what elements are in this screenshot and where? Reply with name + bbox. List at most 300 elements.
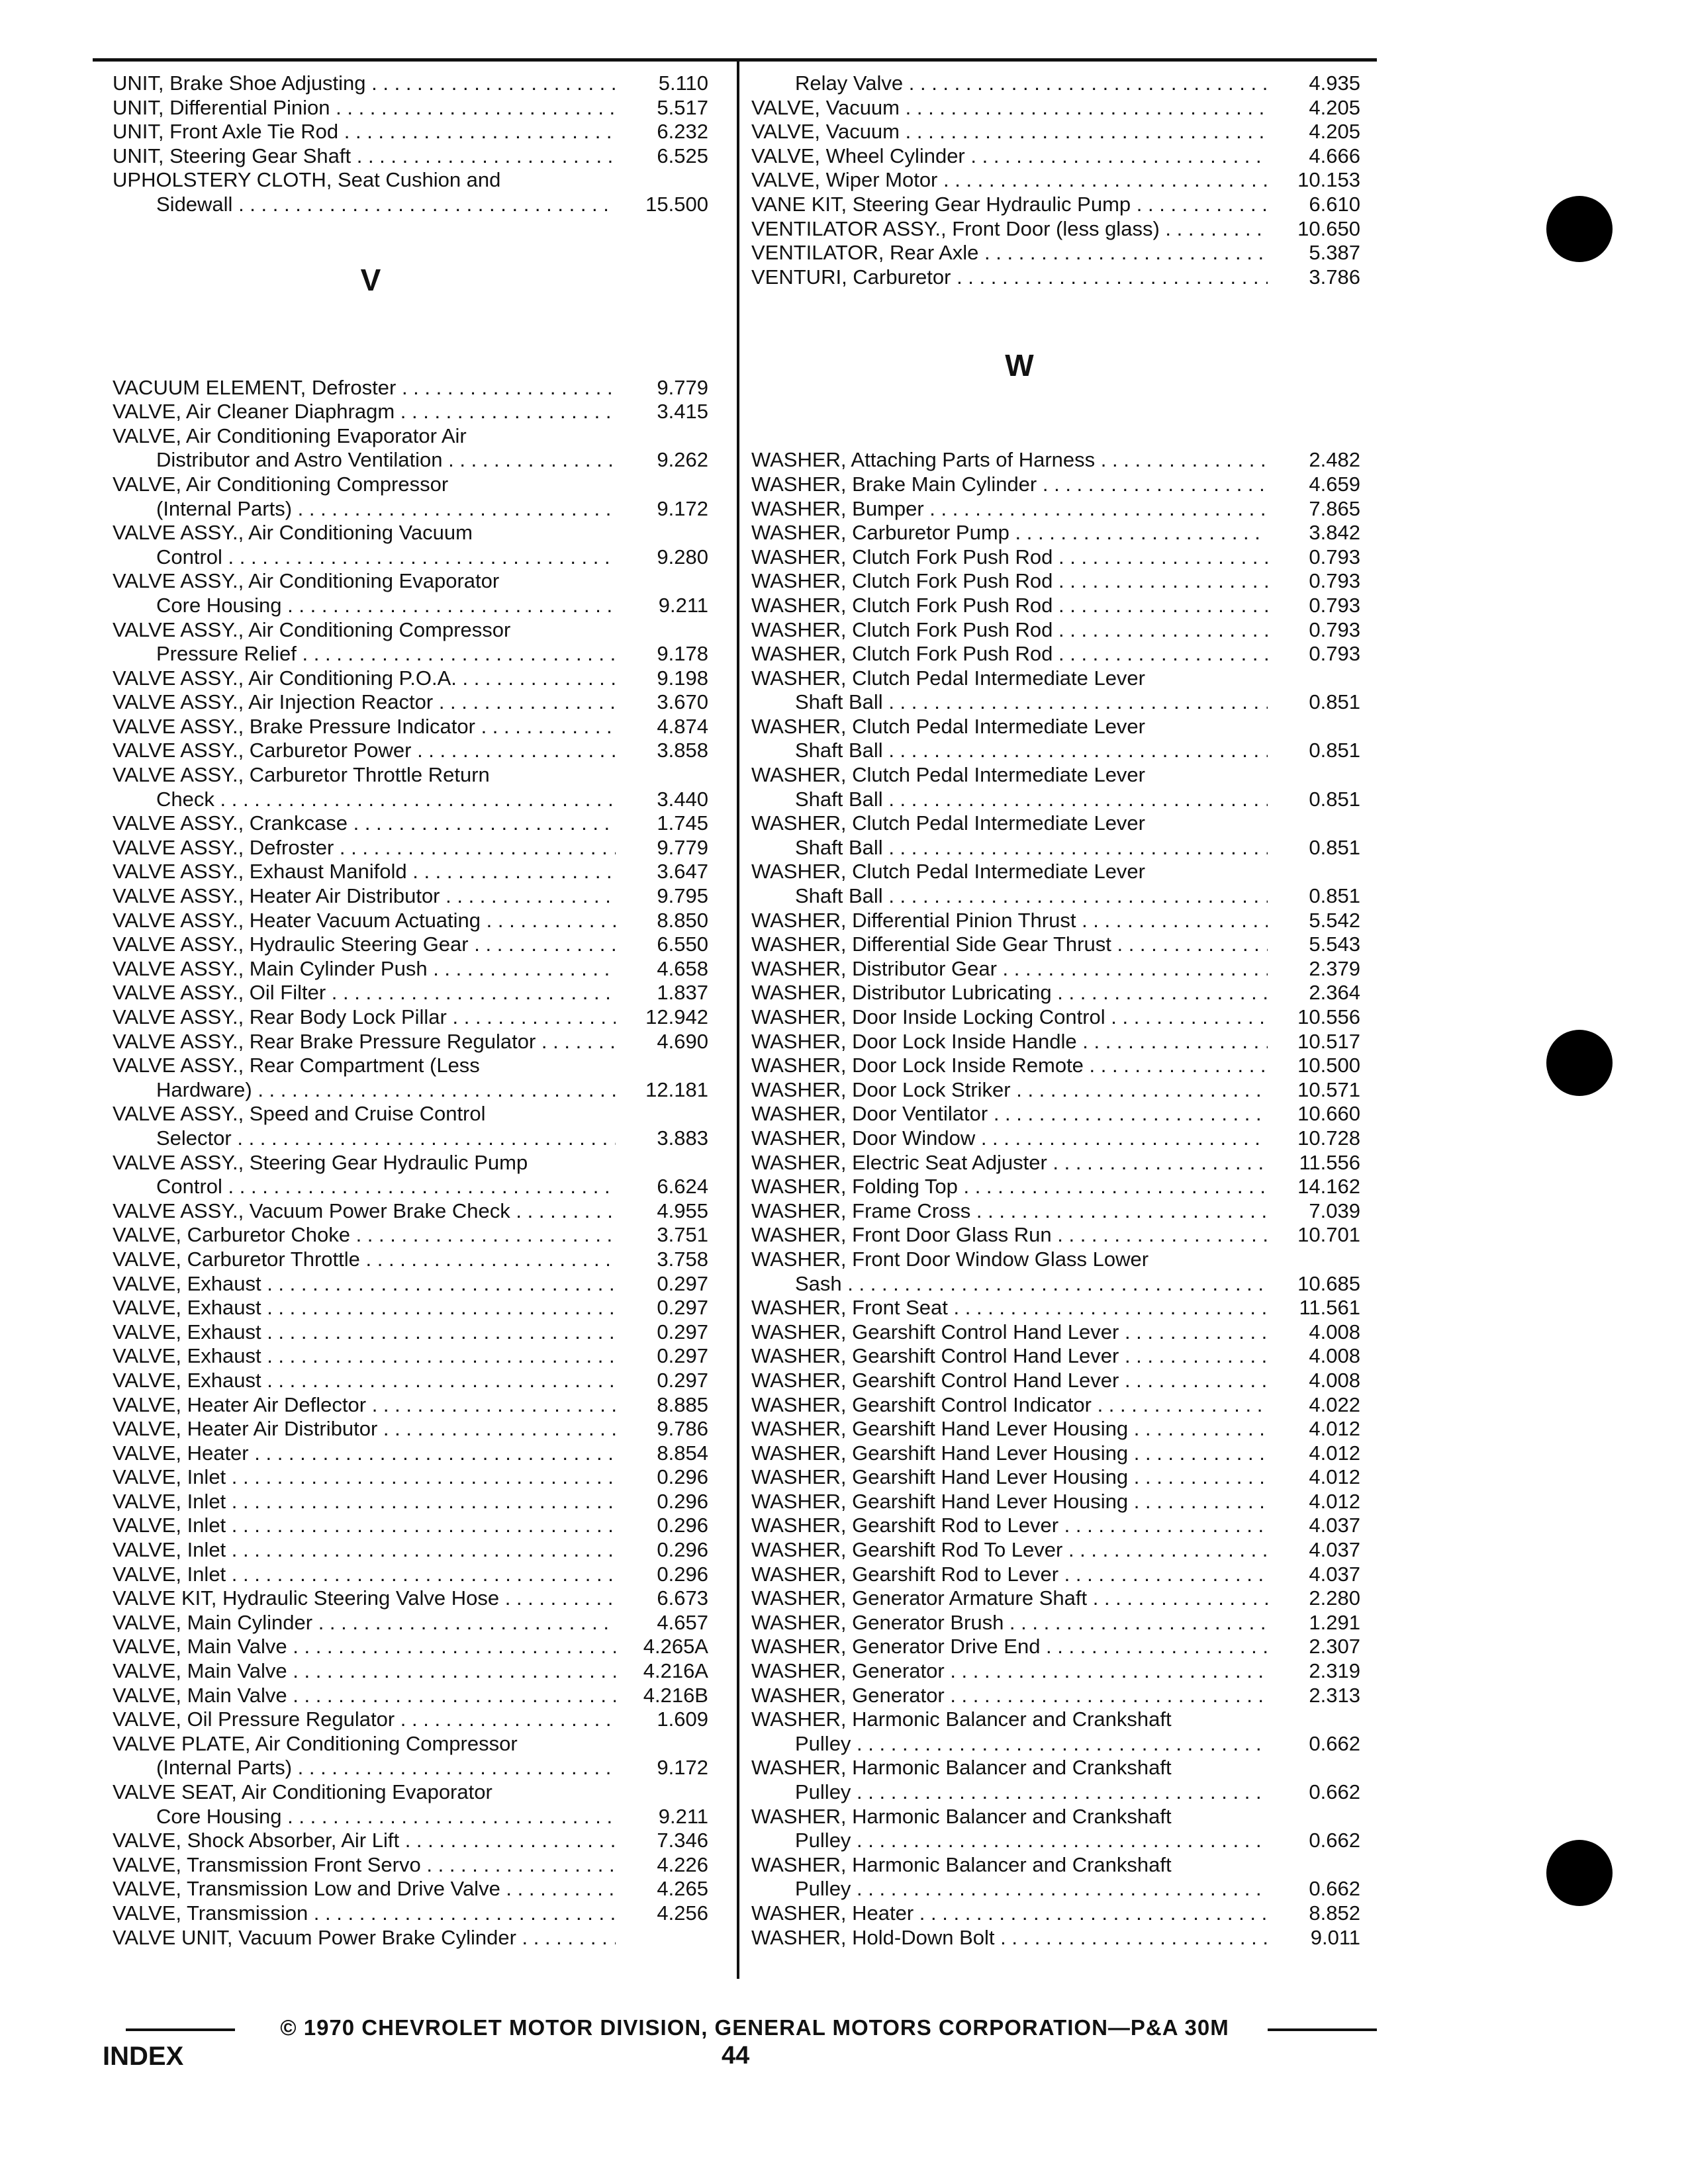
entry-description	[751, 1417, 1268, 1441]
entry-description	[113, 1538, 616, 1563]
index-entry	[113, 957, 708, 981]
entry-page-ref: 0.793	[1309, 593, 1360, 617]
entry-description	[113, 618, 616, 643]
index-entry	[751, 96, 1360, 120]
index-entry	[113, 497, 708, 522]
entry-page-ref: 4.935	[1309, 71, 1360, 95]
entry-description	[751, 933, 1268, 957]
index-entry	[751, 1926, 1360, 1950]
entry-page-ref: 0.662	[1309, 1829, 1360, 1852]
entry-page-ref: 0.851	[1309, 835, 1360, 859]
entry-page-ref: 0.296	[657, 1514, 708, 1537]
entry-text: WASHER, Gearshift Hand Lever Housing	[751, 1417, 1129, 1441]
entry-description	[751, 1296, 1268, 1320]
entry-text: WASHER, Gearshift Rod to Lever	[751, 1562, 1059, 1586]
entry-text: VALVE, Inlet	[113, 1514, 226, 1537]
entry-page-ref: 4.008	[1309, 1320, 1360, 1343]
index-entry	[751, 1611, 1360, 1635]
entry-page-ref: 1.745	[657, 811, 708, 835]
entry-description	[113, 193, 616, 217]
index-entry	[751, 981, 1360, 1005]
entry-text: VALVE ASSY., Carburetor Power	[113, 739, 412, 762]
entry-text: WASHER, Clutch Pedal Intermediate Lever	[751, 666, 1145, 690]
section-letter-v: V	[360, 262, 381, 297]
index-entry	[751, 1151, 1360, 1175]
entry-description	[751, 1926, 1268, 1950]
entry-description	[751, 1199, 1268, 1224]
top-rule	[93, 58, 1377, 62]
entry-description	[113, 1805, 616, 1829]
entry-text: VALVE ASSY., Defroster	[113, 835, 334, 859]
entry-description	[751, 1707, 1268, 1732]
entry-text: WASHER, Gearshift Hand Lever Housing	[751, 1465, 1129, 1489]
entry-text: VALVE ASSY., Brake Pressure Indicator	[113, 714, 475, 738]
entry-description	[113, 1441, 616, 1466]
index-entry	[113, 1563, 708, 1587]
entry-text: WASHER, Hold-Down Bolt	[751, 1925, 995, 1949]
entry-page-ref: 3.415	[657, 400, 708, 424]
index-entry	[113, 1248, 708, 1272]
entry-text: VALVE, Exhaust	[113, 1296, 261, 1320]
entry-text: VALVE, Exhaust	[113, 1368, 261, 1392]
entry-page-ref: 4.216B	[643, 1683, 708, 1707]
entry-description	[113, 1659, 616, 1684]
entry-description	[113, 1901, 616, 1926]
entry-description	[751, 1223, 1268, 1248]
entry-text: VALVE, Heater	[113, 1441, 249, 1465]
entry-page-ref: 9.779	[657, 835, 708, 859]
entry-page-ref: 9.211	[658, 1804, 708, 1828]
index-entry	[113, 1005, 708, 1030]
entry-text: WASHER, Differential Side Gear Thrust	[751, 933, 1111, 956]
entry-description	[751, 739, 1268, 763]
entry-page-ref: 9.262	[657, 448, 708, 472]
entry-text: VALVE, Inlet	[113, 1489, 226, 1513]
entry-page-ref: 4.659	[1309, 472, 1360, 496]
index-entry	[113, 1199, 708, 1224]
entry-page-ref: 3.758	[657, 1247, 708, 1271]
entry-description	[113, 1635, 616, 1659]
entry-text: Core Housing	[156, 593, 282, 617]
entry-text: Control	[156, 545, 222, 569]
entry-description	[113, 1102, 616, 1126]
entry-text: Check	[156, 787, 214, 811]
entry-text: WASHER, Gearshift Rod to Lever	[751, 1514, 1059, 1537]
index-entry	[113, 1320, 708, 1345]
entry-text: VACUUM ELEMENT, Defroster	[113, 375, 397, 399]
entry-description	[113, 788, 616, 812]
entry-description	[113, 739, 616, 763]
entry-page-ref: 0.662	[1309, 1877, 1360, 1901]
entry-text: VALVE, Wheel Cylinder	[751, 144, 965, 167]
index-entry	[751, 71, 1360, 96]
entry-text: WASHER, Distributor Gear	[751, 956, 997, 980]
section-letter-w: W	[1005, 348, 1034, 383]
entry-page-ref: 10.660	[1297, 1102, 1360, 1126]
index-entry	[751, 618, 1360, 643]
entry-description	[751, 1030, 1268, 1054]
entry-description	[751, 1805, 1268, 1829]
entry-description	[113, 1465, 616, 1490]
entry-description	[751, 763, 1268, 788]
entry-page-ref: 10.571	[1297, 1077, 1360, 1101]
index-entry	[751, 860, 1360, 884]
entry-description	[113, 1030, 616, 1054]
index-entry	[113, 1223, 708, 1248]
index-entry	[113, 1635, 708, 1659]
entry-text: WASHER, Attaching Parts of Harness	[751, 448, 1096, 472]
entry-page-ref: 3.786	[1309, 265, 1360, 289]
entry-text: Selector	[156, 1126, 232, 1150]
entry-text: Relay Valve	[795, 71, 904, 95]
entry-description	[751, 788, 1268, 812]
entry-text: WASHER, Harmonic Balancer and Crankshaft	[751, 1707, 1172, 1731]
entry-description	[113, 424, 616, 449]
entry-page-ref: 9.011	[1310, 1925, 1360, 1949]
entry-description	[113, 168, 616, 193]
entry-text: Pulley	[795, 1877, 851, 1901]
entry-description	[113, 545, 616, 570]
entry-page-ref: 10.650	[1297, 216, 1360, 240]
entry-description	[113, 981, 616, 1005]
index-entry	[113, 569, 708, 594]
entry-description	[113, 1005, 616, 1030]
entry-text: VENTILATOR ASSY., Front Door (less glass)	[751, 216, 1160, 240]
index-entry	[113, 1829, 708, 1853]
entry-page-ref: 4.874	[657, 714, 708, 738]
entry-description	[751, 1538, 1268, 1563]
index-entry	[113, 1611, 708, 1635]
entry-description	[113, 1054, 616, 1078]
entry-text: VALVE, Air Cleaner Diaphragm	[113, 400, 395, 424]
entry-text: Pulley	[795, 1829, 851, 1852]
footer-rule-right	[1268, 2028, 1377, 2031]
entry-page-ref: 4.022	[1309, 1392, 1360, 1416]
entry-description	[113, 1514, 616, 1538]
index-entry	[113, 1659, 708, 1684]
index-entry	[751, 1223, 1360, 1248]
entry-text: UPHOLSTERY CLOTH, Seat Cushion and	[113, 168, 501, 192]
entry-page-ref: 9.795	[657, 884, 708, 908]
entry-page-ref: 0.296	[657, 1538, 708, 1562]
entry-text: WASHER, Folding Top	[751, 1175, 958, 1199]
entry-text: Core Housing	[156, 1804, 282, 1828]
index-entry	[113, 715, 708, 739]
entry-description	[113, 1393, 616, 1418]
entry-description	[751, 957, 1268, 981]
index-entry	[751, 265, 1360, 290]
entry-description	[751, 618, 1268, 643]
entry-description	[751, 1126, 1268, 1151]
entry-page-ref: 0.297	[657, 1344, 708, 1368]
index-entry	[113, 933, 708, 957]
index-entry	[113, 811, 708, 836]
index-entry	[751, 715, 1360, 739]
index-entry	[113, 193, 708, 217]
entry-text: (Internal Parts)	[156, 1756, 293, 1780]
entry-description	[113, 521, 616, 545]
index-entry	[113, 788, 708, 812]
entry-text: VALVE, Carburetor Choke	[113, 1223, 350, 1247]
entry-page-ref: 10.153	[1297, 168, 1360, 192]
entry-page-ref: 5.542	[1309, 908, 1360, 932]
index-entry	[751, 909, 1360, 933]
index-entry	[751, 1078, 1360, 1103]
entry-text: WASHER, Electric Seat Adjuster	[751, 1150, 1047, 1174]
entry-text: VALVE ASSY., Rear Brake Pressure Regulator	[113, 1029, 536, 1053]
entry-text: VALVE ASSY., Air Conditioning Compressor	[113, 617, 511, 641]
entry-text: WASHER, Front Door Window Glass Lower	[751, 1247, 1149, 1271]
entry-description	[113, 1272, 616, 1297]
entry-page-ref: 4.008	[1309, 1368, 1360, 1392]
index-entry	[751, 1417, 1360, 1441]
entry-text: WASHER, Distributor Lubricating	[751, 981, 1052, 1005]
entry-description	[113, 1248, 616, 1272]
entry-page-ref: 3.858	[657, 739, 708, 762]
entry-page-ref: 4.012	[1309, 1417, 1360, 1441]
entry-page-ref: 4.657	[657, 1610, 708, 1634]
entry-description	[113, 811, 616, 836]
entry-description	[113, 1320, 616, 1345]
entry-page-ref: 0.851	[1309, 739, 1360, 762]
index-entry	[751, 241, 1360, 265]
entry-text: WASHER, Clutch Fork Push Rod	[751, 642, 1053, 666]
entry-page-ref: 2.280	[1309, 1586, 1360, 1610]
entry-description	[113, 1223, 616, 1248]
entry-description	[113, 71, 616, 96]
entry-page-ref: 0.297	[657, 1368, 708, 1392]
entry-description	[751, 1586, 1268, 1611]
entry-page-ref: 4.658	[657, 956, 708, 980]
index-entry	[113, 1707, 708, 1732]
index-entry	[751, 1005, 1360, 1030]
right-column	[751, 71, 1360, 1950]
entry-page-ref: 0.662	[1309, 1731, 1360, 1755]
entry-page-ref: 8.850	[657, 908, 708, 932]
entry-description	[751, 836, 1268, 860]
entry-text: WASHER, Clutch Pedal Intermediate Lever	[751, 763, 1145, 787]
entry-description	[751, 569, 1268, 594]
entry-description	[113, 594, 616, 618]
entry-text: WASHER, Generator Drive End	[751, 1635, 1041, 1659]
index-entry	[113, 1272, 708, 1297]
entry-text: VALVE, Heater Air Deflector	[113, 1392, 367, 1416]
index-entry	[113, 884, 708, 909]
entry-description	[113, 1877, 616, 1901]
entry-text: UNIT, Steering Gear Shaft	[113, 144, 352, 167]
entry-text: VALVE ASSY., Air Injection Reactor	[113, 690, 434, 714]
entry-description	[751, 909, 1268, 933]
index-entry	[751, 739, 1360, 763]
entry-page-ref: 3.883	[657, 1126, 708, 1150]
entry-text: WASHER, Frame Cross	[751, 1199, 971, 1222]
entry-text: VALVE ASSY., Steering Gear Hydraulic Pump	[113, 1150, 528, 1174]
entry-description	[751, 1635, 1268, 1659]
entry-page-ref: 1.291	[1309, 1610, 1360, 1634]
entry-text: VALVE, Transmission Front Servo	[113, 1852, 421, 1876]
entry-page-ref: 1.609	[657, 1707, 708, 1731]
entry-page-ref: 4.037	[1309, 1562, 1360, 1586]
entry-text: VALVE ASSY., Crankcase	[113, 811, 348, 835]
entry-text: VALVE ASSY., Air Conditioning Vacuum	[113, 521, 473, 545]
entry-description	[751, 1684, 1268, 1708]
entry-description	[113, 1684, 616, 1708]
entry-text: VALVE KIT, Hydraulic Steering Valve Hose	[113, 1586, 500, 1610]
index-entry	[751, 957, 1360, 981]
index-entry	[751, 1684, 1360, 1708]
index-entry	[113, 1926, 708, 1950]
index-entry	[751, 521, 1360, 545]
entry-page-ref: 4.205	[1309, 95, 1360, 119]
entry-description	[113, 642, 616, 666]
entry-text: Hardware)	[156, 1077, 252, 1101]
entry-description	[751, 96, 1268, 120]
entry-text: WASHER, Heater	[751, 1901, 914, 1925]
entry-text: VALVE ASSY., Speed and Cruise Control	[113, 1102, 486, 1126]
entry-description	[113, 569, 616, 594]
entry-text: VALVE ASSY., Air Conditioning Evaporator	[113, 569, 500, 593]
entry-page-ref: 15.500	[645, 192, 708, 216]
entry-description	[751, 1054, 1268, 1078]
index-entry	[751, 1756, 1360, 1780]
entry-page-ref: 6.550	[657, 933, 708, 956]
index-entry	[113, 1393, 708, 1418]
entry-page-ref: 9.178	[657, 642, 708, 666]
index-entry	[113, 981, 708, 1005]
index-entry	[113, 763, 708, 788]
entry-text: WASHER, Clutch Pedal Intermediate Lever	[751, 811, 1145, 835]
entry-page-ref: 0.297	[657, 1271, 708, 1295]
entry-text: WASHER, Clutch Fork Push Rod	[751, 569, 1053, 593]
entry-page-ref: 2.364	[1309, 981, 1360, 1005]
index-entry	[113, 909, 708, 933]
entry-page-ref: 7.865	[1309, 496, 1360, 520]
entry-page-ref: 0.297	[657, 1296, 708, 1320]
index-entry	[751, 1586, 1360, 1611]
index-entry	[751, 1805, 1360, 1829]
index-entry	[113, 1853, 708, 1878]
entry-text: WASHER, Harmonic Balancer and Crankshaft	[751, 1852, 1172, 1876]
entry-description	[113, 1853, 616, 1878]
entry-page-ref: 1.837	[657, 981, 708, 1005]
entry-text: VALVE ASSY., Rear Body Lock Pillar	[113, 1005, 447, 1028]
entry-text: VALVE, Transmission Low and Drive Valve	[113, 1877, 500, 1901]
entry-text: WASHER, Generator	[751, 1683, 945, 1707]
index-entry	[113, 144, 708, 169]
entry-page-ref: 5.387	[1309, 241, 1360, 265]
entry-text: WASHER, Bumper	[751, 496, 924, 520]
entry-text: WASHER, Harmonic Balancer and Crankshaft	[751, 1756, 1172, 1780]
index-entry	[751, 1538, 1360, 1563]
entry-text: VALVE SEAT, Air Conditioning Evaporator	[113, 1780, 492, 1803]
index-entry	[751, 193, 1360, 217]
index-entry	[113, 642, 708, 666]
entry-page-ref: 6.610	[1309, 192, 1360, 216]
entry-text: WASHER, Door Lock Inside Remote	[751, 1054, 1084, 1077]
entry-text: Control	[156, 1175, 222, 1199]
entry-text: VALVE, Vacuum	[751, 120, 900, 144]
index-entry	[751, 666, 1360, 691]
entry-text: VALVE, Carburetor Throttle	[113, 1247, 360, 1271]
entry-page-ref: 2.319	[1309, 1659, 1360, 1683]
entry-text: Distributor and Astro Ventilation	[156, 448, 443, 472]
entry-text: (Internal Parts)	[156, 496, 293, 520]
index-entry	[751, 1030, 1360, 1054]
entry-description	[751, 594, 1268, 618]
index-entry	[751, 594, 1360, 618]
entry-text: VALVE, Heater Air Distributor	[113, 1417, 378, 1441]
entry-page-ref: 4.690	[657, 1029, 708, 1053]
index-entry	[751, 473, 1360, 497]
entry-text: WASHER, Clutch Fork Push Rod	[751, 545, 1053, 569]
entry-description	[113, 1199, 616, 1224]
index-entry	[113, 1877, 708, 1901]
entry-description	[113, 715, 616, 739]
entry-description	[751, 448, 1268, 473]
entry-description	[113, 1417, 616, 1441]
index-entry	[751, 1248, 1360, 1272]
entry-description	[751, 1078, 1268, 1103]
entry-description	[113, 1926, 616, 1950]
index-entry	[751, 1490, 1360, 1514]
entry-description	[113, 933, 616, 957]
entry-text: VENTILATOR, Rear Axle	[751, 241, 979, 265]
index-entry	[751, 1659, 1360, 1684]
entry-page-ref: 0.793	[1309, 569, 1360, 593]
entry-page-ref: 3.647	[657, 860, 708, 884]
index-entry	[113, 1417, 708, 1441]
entry-description	[751, 1005, 1268, 1030]
index-entry	[751, 788, 1360, 812]
entry-text: WASHER, Door Window	[751, 1126, 976, 1150]
entry-text: VALVE, Inlet	[113, 1465, 226, 1489]
index-entry	[751, 1369, 1360, 1393]
index-entry	[751, 1102, 1360, 1126]
entry-description	[113, 497, 616, 522]
entry-description	[751, 1514, 1268, 1538]
entry-page-ref: 11.556	[1299, 1150, 1360, 1174]
entry-text: WASHER, Front Seat	[751, 1296, 948, 1320]
entry-description	[751, 545, 1268, 570]
entry-description	[751, 1441, 1268, 1466]
entry-page-ref: 9.280	[657, 545, 708, 569]
index-entry	[113, 400, 708, 424]
index-entry	[113, 1296, 708, 1320]
entry-text: VALVE, Main Valve	[113, 1683, 287, 1707]
entry-description	[113, 1344, 616, 1369]
entry-page-ref: 2.379	[1309, 956, 1360, 980]
index-entry	[113, 424, 708, 449]
entry-description	[751, 265, 1268, 290]
entry-description	[113, 473, 616, 497]
entry-page-ref: 3.670	[657, 690, 708, 714]
entry-page-ref: 8.852	[1309, 1901, 1360, 1925]
entry-text: VALVE ASSY., Hydraulic Steering Gear	[113, 933, 469, 956]
entry-description	[113, 1296, 616, 1320]
entry-text: WASHER, Brake Main Cylinder	[751, 472, 1037, 496]
entry-page-ref: 4.037	[1309, 1538, 1360, 1562]
index-entry	[113, 120, 708, 144]
index-entry	[751, 1780, 1360, 1805]
entry-text: VALVE ASSY., Air Conditioning P.O.A.	[113, 666, 457, 690]
entry-text: VALVE, Wiper Motor	[751, 168, 938, 192]
binder-hole-middle	[1546, 1030, 1613, 1096]
index-entry	[113, 1732, 708, 1756]
page-number: 44	[722, 2042, 750, 2070]
entry-description	[113, 120, 616, 144]
entry-page-ref: 12.181	[645, 1077, 708, 1101]
entry-page-ref: 9.172	[657, 1756, 708, 1780]
